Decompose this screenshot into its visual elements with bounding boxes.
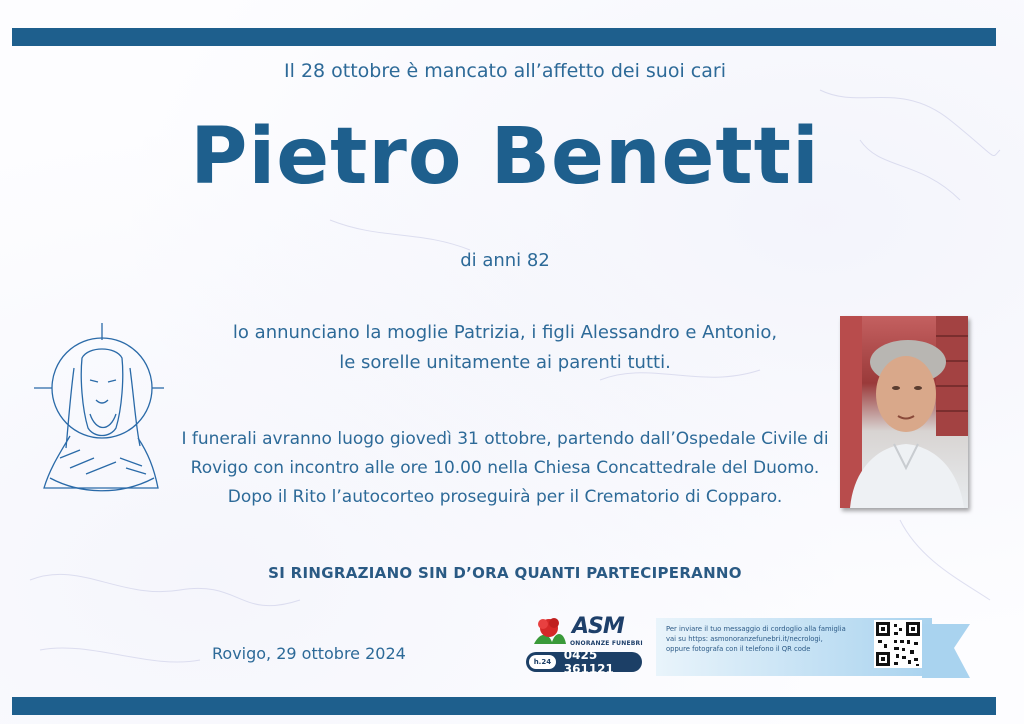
funeral-line: Dopo il Rito l’autocorteo proseguirà per il Crematorio di Copparo. — [227, 487, 783, 507]
flower-logo-icon — [530, 614, 568, 648]
portrait-figure — [840, 316, 968, 508]
intro-text: Il 28 ottobre è mancato all’affetto dei suoi cari — [284, 60, 726, 82]
phone-number: 0425 361121 — [563, 648, 614, 676]
thanks-text: SI RINGRAZIANO SIN D’ORA QUANTI PARTECIPERANNO — [268, 564, 742, 582]
portrait-photo — [840, 316, 968, 508]
condolence-message — [666, 624, 876, 654]
phone-icon — [529, 655, 556, 669]
place-and-date: Rovigo, 29 ottobre 2024 — [212, 644, 406, 663]
qr-code-icon[interactable] — [874, 620, 922, 668]
announcement-line: le sorelle unitamente ai parenti tutti. — [339, 352, 671, 373]
funeral-line: I funerali avranno luogo giovedì 31 ottobre, partendo dall’Ospedale Civile di — [181, 429, 829, 449]
condolence-line: Per inviare il tuo messaggio di cordoglio alla famiglia — [666, 625, 846, 633]
agency-logo — [526, 612, 646, 674]
top-border-bar — [12, 28, 996, 46]
bottom-border-bar — [12, 697, 996, 715]
agency-subtitle: ONORANZE FUNEBRI — [570, 640, 643, 647]
jesus-sketch-icon — [30, 318, 170, 508]
announcement-line: lo annunciano la moglie Patrizia, i figli Alessandro e Antonio, — [232, 322, 778, 343]
agency-logo-text: ASM — [572, 614, 624, 639]
phone-badge — [526, 648, 642, 676]
condolence-ribbon — [652, 614, 972, 686]
funeral-line: Rovigo con incontro alle ore 10.00 nella Chiesa Concattedrale del Duomo. — [190, 458, 820, 478]
condolence-line: oppure fotografa con il telefono il QR code — [666, 645, 811, 653]
age-text: di anni 82 — [460, 250, 550, 271]
condolence-line: vai su https: asmonoranzefunebri.it/necrologi, — [666, 635, 823, 643]
hours-badge: h.24 — [533, 658, 552, 666]
deceased-name: Pietro Benetti — [190, 112, 820, 202]
